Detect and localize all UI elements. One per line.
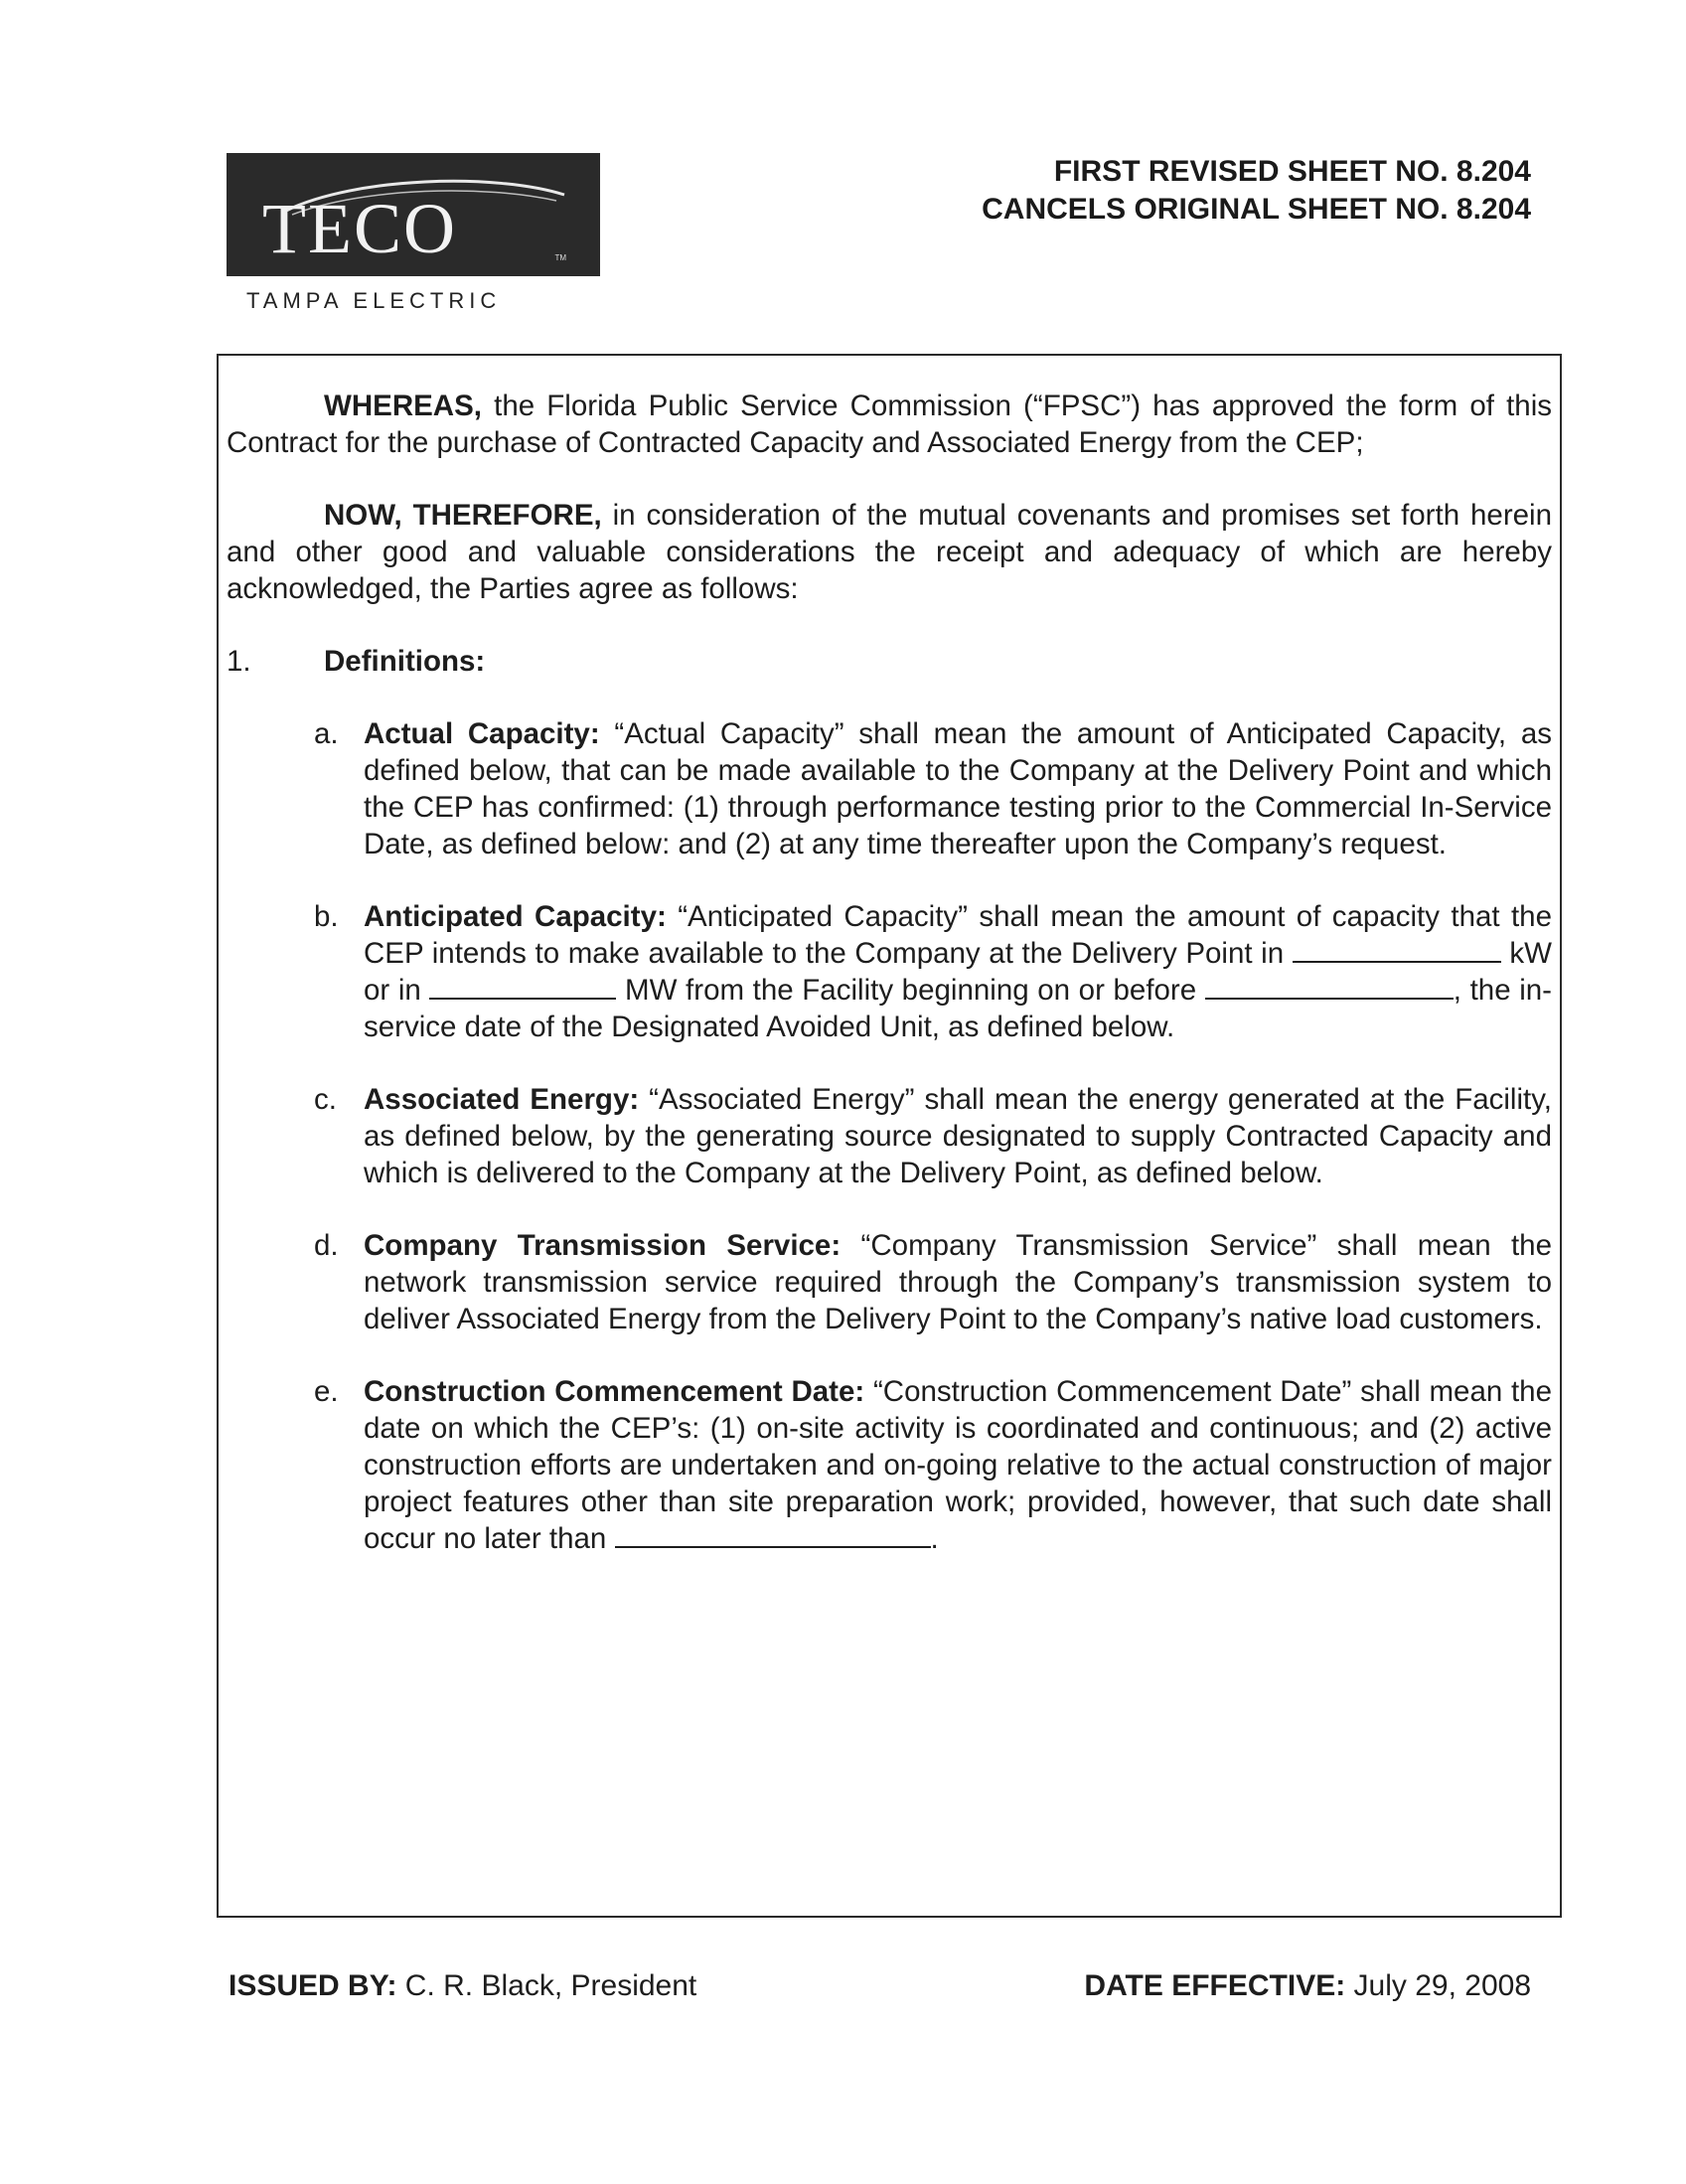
definition-letter: b. — [314, 900, 339, 933]
definition-term: Company Transmission Service: — [364, 1229, 842, 1262]
section-heading — [227, 643, 1552, 680]
definition-body — [364, 715, 1552, 862]
section-number: 1. — [227, 645, 251, 678]
definition-term: Associated Energy: — [364, 1083, 640, 1116]
issued-by — [229, 1969, 696, 2003]
logo-brand-text: TECO — [262, 189, 457, 268]
section-title: Definitions: — [324, 645, 486, 678]
definition-body — [364, 898, 1552, 1045]
date-blank-field[interactable] — [1205, 974, 1454, 1000]
now-therefore-lead: NOW, THEREFORE, — [324, 499, 602, 532]
now-therefore-paragraph — [227, 497, 1552, 607]
definition-letter: e. — [314, 1375, 339, 1408]
sheet-header — [982, 153, 1531, 229]
definition-letter: a. — [314, 717, 339, 750]
mw-blank-field[interactable] — [429, 974, 616, 1000]
definition-item-d — [314, 1227, 1552, 1337]
date-effective — [1084, 1969, 1531, 2003]
now-therefore-text: in consideration of the mutual covenants and promises set forth herein and other good and valuable considerations the receipt and adequacy of which are hereby acknowledged, the Parties agree as follows: — [227, 499, 1553, 605]
definitions-list — [227, 715, 1552, 1557]
date-effective-value: July 29, 2008 — [1345, 1969, 1531, 2002]
issued-by-label: ISSUED BY: — [229, 1969, 397, 2002]
definition-text: “Associated Energy” shall mean the energy generated at the Facility, as defined below, by the generating source designated to supply Contracted Capacity and which is delivered to the Company at the Delivery Point, as defined below. — [364, 1083, 1552, 1189]
kw-blank-field[interactable] — [1293, 937, 1501, 963]
sheet-number-line: FIRST REVISED SHEET NO. 8.204 — [1053, 155, 1531, 188]
definition-text: “Anticipated Capacity” shall mean the amount of capacity that the CEP intends to make available to the Company at the Delivery Point in — [364, 900, 1552, 970]
definition-body — [364, 1081, 1552, 1191]
company-logo — [227, 153, 600, 276]
definition-text: . — [930, 1522, 939, 1555]
definition-item-b — [314, 898, 1552, 1045]
definition-item-c — [314, 1081, 1552, 1191]
logo-trademark: TM — [554, 253, 566, 262]
definition-letter: d. — [314, 1229, 339, 1262]
whereas-paragraph — [227, 388, 1552, 461]
definition-text: kW or in — [364, 937, 1552, 1007]
definition-body — [364, 1373, 1552, 1557]
definition-item-e — [314, 1373, 1552, 1557]
sheet-cancels-line: CANCELS ORIGINAL SHEET NO. 8.204 — [982, 193, 1531, 226]
issued-by-value: C. R. Black, President — [396, 1969, 697, 2002]
definition-term: Actual Capacity: — [364, 717, 600, 750]
definition-item-a — [314, 715, 1552, 862]
logo-subtitle: TAMPA ELECTRIC — [246, 288, 502, 313]
definition-term: Construction Commencement Date: — [364, 1375, 865, 1408]
definition-body — [364, 1227, 1552, 1337]
definition-text: “Company Transmission Service” shall mean the network transmission service required through the Company’s transmission system to deliver Associated Energy from the Delivery Point to the Company’s native load customers. — [364, 1229, 1552, 1335]
definition-text: “Construction Commencement Date” shall mean the date on which the CEP’s: (1) on-site activity is coordinated and continuous; and (2) active construction efforts are undertaken and on-going relative to the actual construction of major project features other than site preparation work; provided, however, that such date shall occur no later than — [364, 1375, 1552, 1555]
deadline-blank-field[interactable] — [615, 1522, 931, 1548]
definition-term: Anticipated Capacity: — [364, 900, 667, 933]
whereas-lead: WHEREAS, — [324, 390, 482, 422]
date-effective-label: DATE EFFECTIVE: — [1084, 1969, 1346, 2002]
definition-text: , the in-service date of the Designated Avoided Unit, as defined below. — [364, 974, 1552, 1043]
definition-text: MW from the Facility beginning on or before — [616, 974, 1205, 1007]
whereas-text: the Florida Public Service Commission (“FPSC”) has approved the form of this Contract for the purchase of Contracted Capacity and Associated Energy from the CEP; — [227, 390, 1552, 459]
definition-text: “Actual Capacity” shall mean the amount of Anticipated Capacity, as defined below, that can be made available to the Company at the Delivery Point and which the CEP has confirmed: (1) through performance testing prior to the Commercial In-Service Date, as defined below: and (2) at any time thereafter upon the Company’s request. — [364, 717, 1552, 860]
definition-letter: c. — [314, 1083, 337, 1116]
document-body — [227, 388, 1552, 1557]
